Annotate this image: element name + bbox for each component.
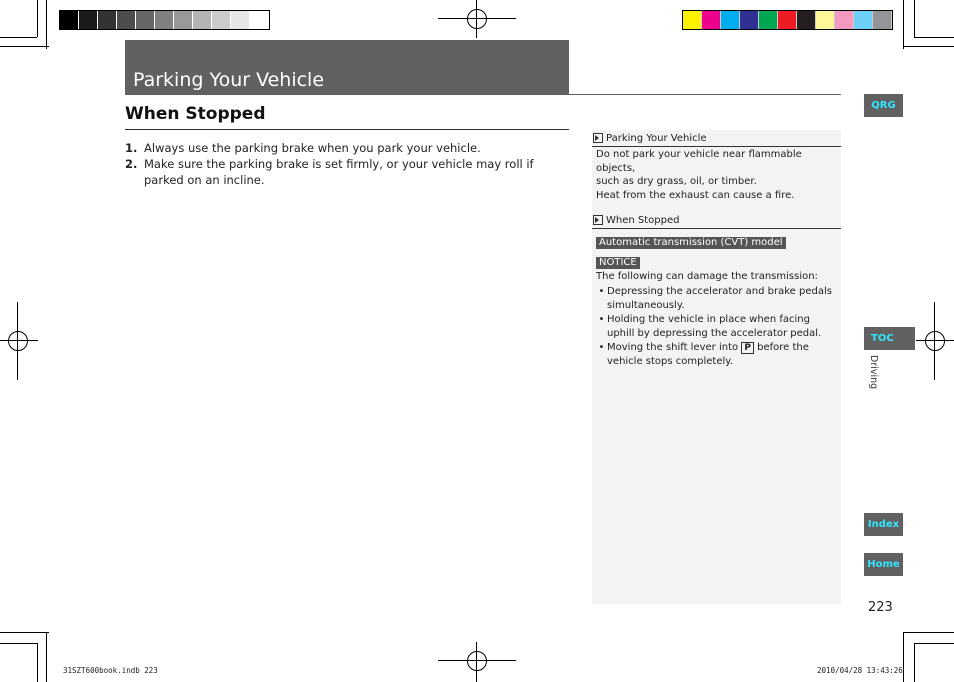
color-swatch (721, 11, 740, 29)
color-swatch (778, 11, 797, 29)
index-button[interactable]: Index (864, 513, 903, 536)
color-swatch (174, 11, 193, 29)
page-number: 223 (868, 600, 893, 615)
crop-mark (914, 643, 954, 644)
color-swatch (740, 11, 759, 29)
crop-mark (903, 0, 904, 49)
color-swatch (683, 11, 702, 29)
qrg-button[interactable]: QRG (864, 94, 903, 117)
sidebar-divider (592, 228, 841, 229)
section-divider (125, 129, 569, 130)
sidebar-parking-warning (592, 147, 841, 203)
crop-mark (46, 0, 47, 49)
list-item (596, 341, 837, 368)
link-arrow-icon (593, 133, 603, 143)
color-swatch (98, 11, 117, 29)
sidebar-heading-parking[interactable] (592, 130, 841, 146)
crop-mark (0, 46, 49, 47)
home-button[interactable]: Home (864, 553, 903, 576)
notes-sidebar (592, 130, 841, 604)
registration-line (438, 18, 516, 19)
step-item (125, 140, 565, 156)
color-swatch (702, 11, 721, 29)
registration-line (476, 0, 477, 38)
sidebar-intro: The following can damage the transmission: (596, 271, 818, 283)
registration-line (438, 660, 516, 661)
color-swatch (873, 11, 892, 29)
sidebar-heading-when-stopped[interactable] (592, 212, 841, 228)
color-swatch (60, 11, 79, 29)
step-text: Always use the parking brake when you park your vehicle. (144, 141, 481, 155)
process-color-bar (682, 10, 893, 30)
crop-mark (914, 643, 915, 682)
registration-line (0, 340, 38, 341)
registration-line (916, 340, 954, 341)
registration-target-left (8, 331, 28, 351)
damage-list (592, 285, 841, 369)
color-swatch (117, 11, 136, 29)
crop-mark (903, 632, 954, 633)
crop-mark (0, 643, 37, 644)
registration-target-bottom (467, 651, 487, 671)
crop-mark (903, 46, 954, 47)
color-swatch (79, 11, 98, 29)
step-item (125, 156, 565, 188)
registration-line (476, 642, 477, 682)
crop-mark (37, 643, 38, 682)
list-item (596, 285, 837, 312)
step-text: Make sure the parking brake is set firmly, or your vehicle may roll if parked on an incline. (144, 157, 534, 187)
title-divider (125, 94, 841, 95)
registration-target-top (467, 9, 487, 29)
color-swatch (816, 11, 835, 29)
crop-mark (46, 632, 47, 682)
page-title-bar (125, 40, 569, 94)
section-side-label: Driving (868, 355, 879, 390)
bullet-icon: • (598, 314, 605, 326)
sidebar-text-line: Heat from the exhaust can cause a fire. (596, 189, 795, 201)
crop-mark (0, 632, 49, 633)
print-slug-file: 31SZT600book.indb 223 (63, 666, 158, 675)
crop-mark (914, 37, 954, 38)
color-swatch (193, 11, 212, 29)
color-swatch (250, 11, 269, 29)
color-swatch (155, 11, 174, 29)
link-arrow-icon (593, 215, 603, 225)
color-swatch (835, 11, 854, 29)
list-item-text: Holding the vehicle in place when facing uphill by depressing the accelerator pedal. (607, 314, 822, 339)
registration-line (934, 302, 935, 380)
list-item-text-part: Moving the shift lever into (607, 342, 739, 354)
bullet-icon: • (598, 342, 605, 354)
color-swatch (231, 11, 250, 29)
sidebar-text-line: Do not park your vehicle near flammable objects, (596, 149, 802, 174)
registration-line (17, 302, 18, 380)
page-title: Parking Your Vehicle (133, 69, 325, 91)
bullet-icon: • (598, 285, 605, 297)
crop-mark (0, 37, 37, 38)
step-number: 1. (125, 141, 138, 155)
section-title: When Stopped (125, 104, 266, 124)
list-item-text-part: before the vehicle stops completely. (607, 342, 809, 367)
step-number: 2. (125, 157, 138, 171)
sidebar-heading-text: Parking Your Vehicle (606, 132, 707, 144)
notice-tag: NOTICE (596, 257, 640, 269)
print-slug-datetime: 2010/04/28 13:43:26 (817, 666, 903, 675)
instruction-steps (125, 140, 565, 188)
crop-mark (903, 632, 904, 682)
list-item-text (607, 341, 837, 368)
list-item-text: Depressing the accelerator and brake pedals simultaneously. (607, 285, 832, 311)
park-key-icon: P (741, 342, 754, 354)
color-swatch (854, 11, 873, 29)
toc-button[interactable]: TOC (864, 327, 915, 350)
registration-target-right (925, 331, 945, 351)
sidebar-heading-text: When Stopped (606, 214, 680, 226)
color-swatch (212, 11, 231, 29)
color-swatch (136, 11, 155, 29)
model-tag: Automatic transmission (CVT) model (596, 237, 786, 249)
sidebar-text-line: such as dry grass, oil, or timber. (596, 176, 757, 188)
list-item (596, 313, 837, 340)
crop-mark (37, 0, 38, 37)
crop-mark (914, 0, 915, 37)
color-swatch (797, 11, 816, 29)
grayscale-color-bar (59, 10, 270, 30)
color-swatch (759, 11, 778, 29)
